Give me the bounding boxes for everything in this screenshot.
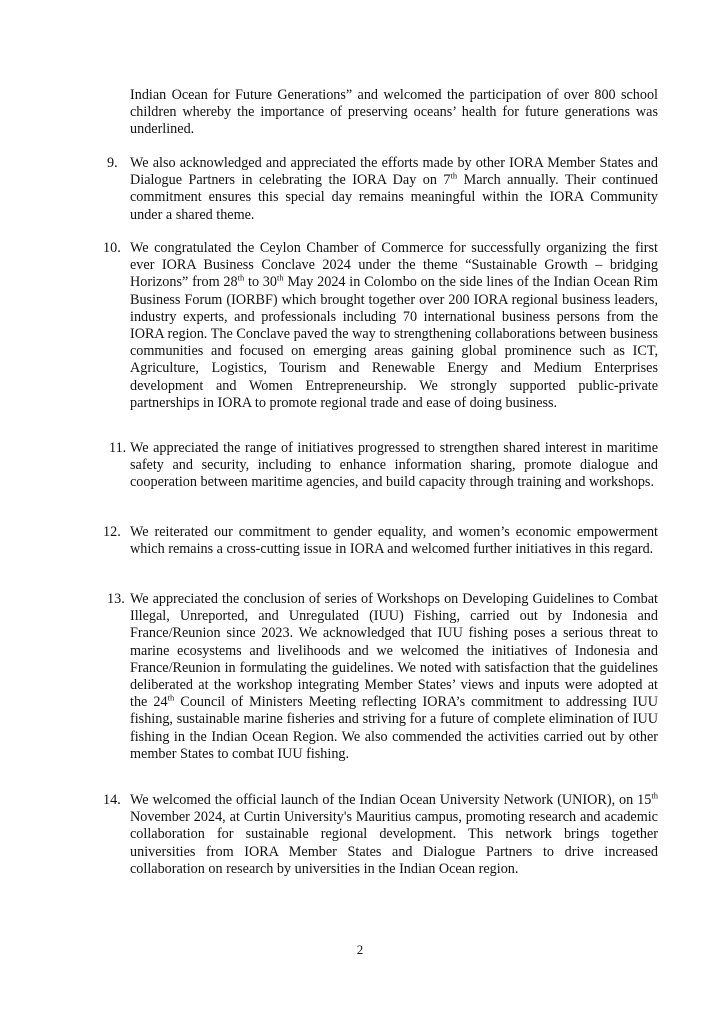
item-number: 9. xyxy=(107,155,118,171)
item-text-segment: We also acknowledged and appreciated the efforts made by other IORA Member States and Dialogue Partners in celebrating the IORA Day on 7 xyxy=(130,155,658,189)
item-number: 14. xyxy=(103,792,121,808)
item-text-segment: We appreciated the conclusion of series of Workshops on Developing Guidelines to Combat Illegal, Unreported, and Unregulated (IUU) Fishing, carried out by Indonesia and France/Reunion since 2023. We acknowledged that IUU fishing poses a serious threat to marine ecosystems and livelihoods and we welcomed the initiatives of Indonesia and France/Reunion in formulating the guidelines. We noted with satisfaction that the guidelines deliberated at the workshop integrating Member States’ views and inputs were adopted at the 24 xyxy=(130,591,658,711)
item-superscript: th xyxy=(651,790,658,801)
item-superscript: th xyxy=(237,272,245,283)
item-superscript: th xyxy=(167,692,175,703)
item-text xyxy=(130,792,658,878)
item-text-segment: Council of Ministers Meeting reflecting IORA’s commitment to addressing IUU fishing, sustainable marine fisheries and striving for a future of complete elimination of IUU fishing in the Indian Ocean Region. We also commended the activities carried out by other member States to combat IUU fishing. xyxy=(130,694,658,762)
item-text xyxy=(130,155,658,224)
item-number: 10. xyxy=(103,240,121,256)
item-text-segment: We welcomed the official launch of the Indian Ocean University Network (UNIOR), on 15 xyxy=(130,792,652,808)
item-text-segment: We congratulated the Ceylon Chamber of Commerce for successfully organizing the first ever IORA Business Conclave 2024 under the theme “Sustainable Growth – bridging Horizons” from 28 xyxy=(130,240,658,291)
item-text xyxy=(130,240,658,412)
item-text-segment: to 30 xyxy=(244,274,277,291)
intro-paragraph: Indian Ocean for Future Generations” and welcomed the participation of over 800 school children whereby the importance of preserving oceans’ health for future generations was underlined. xyxy=(130,87,658,138)
item-superscript: th xyxy=(450,170,458,181)
item-text-segment: November 2024, at Curtin University's Mauritius campus, promoting research and academic collaboration for sustainable regional development. This network brings together universities from IORA Member States and Dialogue Partners to drive increased collaboration on research by universities in the Indian Ocean region. xyxy=(130,809,658,877)
item-text-segment: We appreciated the range of initiatives progressed to strengthen shared interest in maritime safety and security, including to enhance information sharing, promote dialogue and cooperation between maritime agencies, and build capacity through training and workshops. xyxy=(130,440,658,491)
item-text xyxy=(130,440,658,492)
item-text-segment: We reiterated our commitment to gender equality, and women’s economic empowerment which remains a cross-cutting issue in IORA and welcomed further initiatives in this regard. xyxy=(130,524,658,558)
item-text xyxy=(130,524,658,558)
item-number: 12. xyxy=(103,524,121,540)
item-text-segment: May 2024 in Colombo on the side lines of the Indian Ocean Rim Business Forum (IORBF) which brought together over 200 IORA regional business leaders, industry experts, and professionals including 70 international business persons from the IORA region. The Conclave paved the way to strengthening collaborations between business communities and focused on emerging areas gaining global prominence such as ICT, Agriculture, Logistics, Tourism and Renewable Energy and Medium Enterprises development and Women Entrepreneurship. We strongly supported public-private partnerships in IORA to promote regional trade and ease of doing business. xyxy=(130,274,658,411)
item-number: 13. xyxy=(107,591,125,607)
item-superscript: th xyxy=(276,272,284,283)
item-text-segment: March annually. Their continued commitment ensures this special day remains meaningful within the IORA Community under a shared theme. xyxy=(130,172,658,223)
item-number: 11. xyxy=(109,440,127,456)
page-number: 2 xyxy=(356,942,364,957)
item-text xyxy=(130,591,658,763)
